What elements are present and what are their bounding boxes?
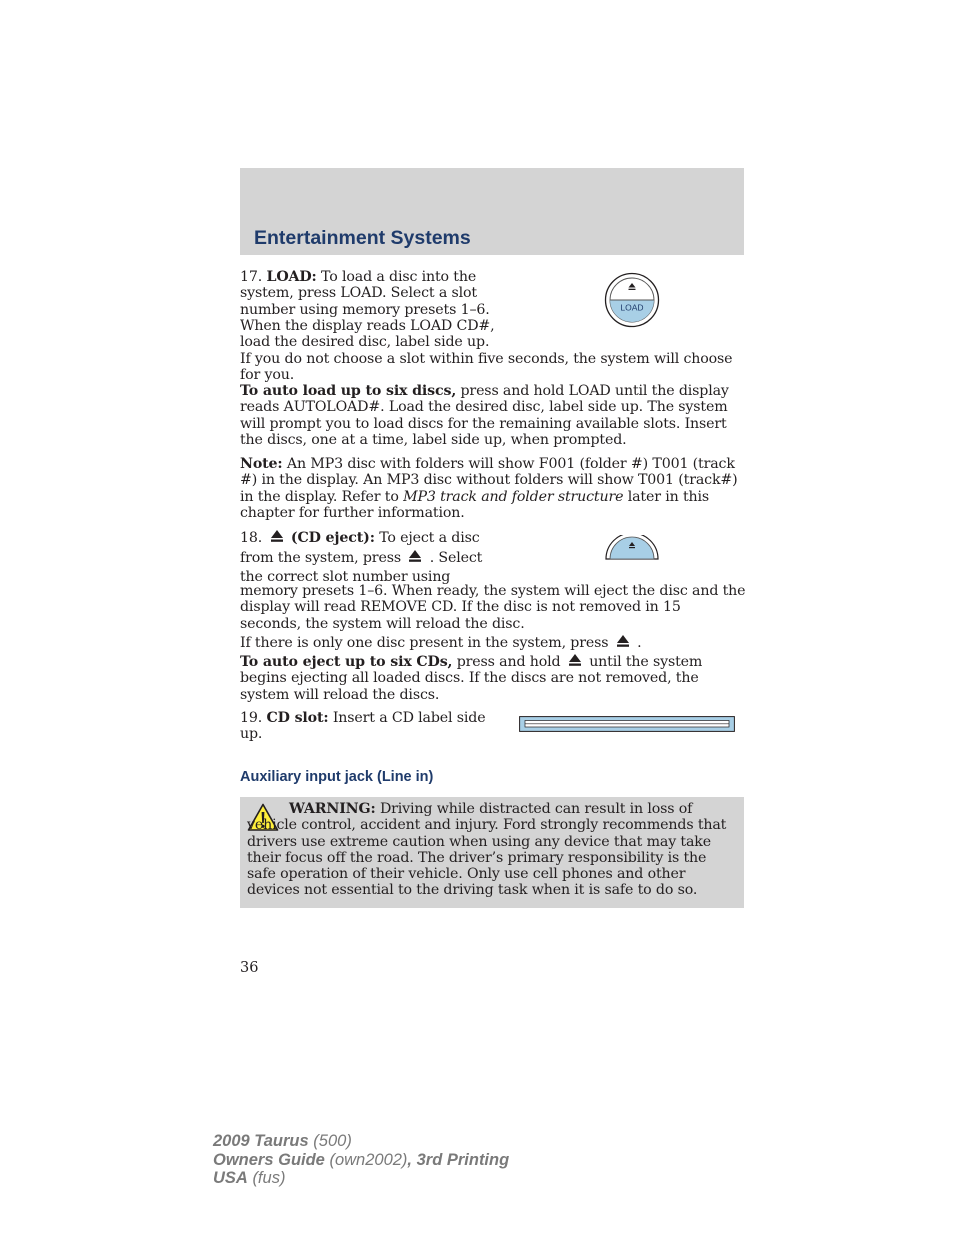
warning-text: WARNING: Driving while distracted can result in loss of vehicle control, accident and injury. Ford strongly recommends that drivers use extreme caution when using any device that may take their focus off the road. The driver’s primary responsibility is the safe operation of their vehicle. Only use cell phones and other devices not essential to the driving task when it is safe to do so.: [247, 801, 727, 899]
eject-icon: [616, 634, 630, 648]
item17-choose-text: If you do not choose a slot within five seconds, the system will choose for you.: [240, 351, 733, 384]
eject-icon: [408, 549, 422, 563]
item18-rest-text: memory presets 1–6. When ready, the system will eject the disc and the display will read REMOVE CD. If the disc is not removed in 15 seconds, the system will reload the disc.: [240, 583, 746, 632]
item18-text: 18. (CD eject): To eject a disc from the system, press . Select the correct slot number using: [240, 530, 483, 585]
item17-auto-load-text: To auto load up to six discs, press and hold LOAD until the display reads AUTOLOAD#. Load the desired disc, label side up. The system will prompt you to load discs for the remaining available slots. Insert the discs, one at a time, label side up, when prompted.: [240, 383, 729, 448]
item17-text: 17. LOAD: To load a disc into the system, press LOAD. Select a slot number using memory presets 1–6. When the display reads LOAD CD#, load the desired disc, label side up.: [240, 269, 495, 351]
cd-slot-icon: [519, 716, 735, 732]
document-footer: 2009 Taurus (500) Owners Guide (own2002), 3rd Printing USA (fus): [213, 1132, 510, 1187]
section-title: Entertainment Systems: [254, 227, 471, 249]
item18-auto-eject-text: To auto eject up to six CDs, press and hold until the system begins ejecting all loaded discs. If the discs are not removed, the system will reload the discs.: [240, 654, 703, 703]
mp3-note: Note: An MP3 disc with folders will show F001 (folder #) T001 (track #) in the display. An MP3 disc without folders will show T001 (track#) in the display. Refer to MP3 track and folder structure later in this chapter for further information.: [240, 456, 738, 521]
eject-icon: [568, 653, 582, 667]
item18-single-disc-text: If there is only one disc present in the system, press .: [240, 635, 642, 651]
page-number: 36: [240, 960, 259, 976]
eject-button-icon: [604, 535, 660, 561]
item19-text: 19. CD slot: Insert a CD label side up.: [240, 710, 486, 743]
eject-icon: [270, 529, 284, 543]
load-button-icon: [604, 272, 660, 328]
aux-input-heading: Auxiliary input jack (Line in): [240, 769, 434, 785]
svg-text:LOAD: LOAD: [620, 302, 644, 313]
